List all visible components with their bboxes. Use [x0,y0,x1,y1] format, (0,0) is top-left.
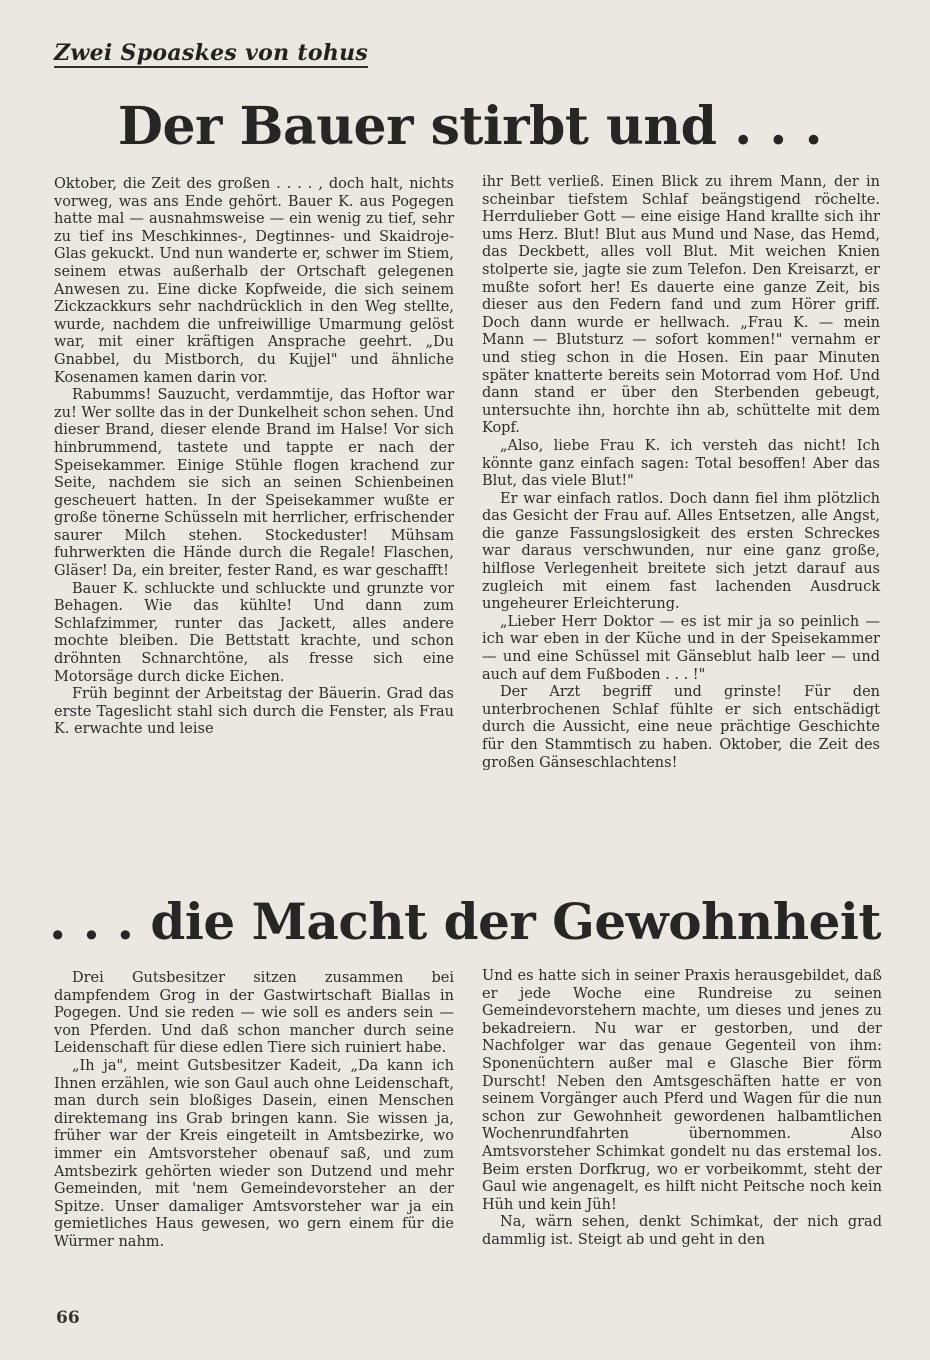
story2-column-right [482,968,882,1250]
story1-column-left [54,176,454,739]
story1-paragraph: Früh beginnt der Arbeitstag der Bäuerin. Grad das erste Tageslicht stahl sich durch die Fenster, als Frau K. erwachte und leise [54,686,454,738]
story1-paragraph: „Lieber Herr Doktor — es ist mir ja so peinlich — ich war eben in der Küche und in der Speisekammer — und eine Schüssel mit Gänseblut halb leer — und auch auf dem Fußboden . . . !" [482,613,880,683]
story2-column-left [54,970,454,1252]
story1-column-right [482,174,880,772]
story1-paragraph: Oktober, die Zeit des großen . . . . , doch halt, nichts vorweg, was ans Ende gehört. Bauer K. aus Pogegen hatte mal — ausnahmsweise — ein wenig zu tief, sehr zu tief ins Meschkinnes-, Degtinnes- und Skaidroje-Glas gekuckt. Und nun wanderte er, schwer im Stiem, seinem etwas außerhalb der Ortschaft gelegenen Anwesen zu. Eine dicke Kopfweide, die sich seinem Zickzackkurs sehr nachdrücklich in den Weg stellte, wurde, nachdem die unfreiwillige Umarmung gelöst war, mit einer kräftigen Ansprache geehrt. „Du Gnabbel, du Mistborch, du Kujjel" und ähnliche Kosenamen kamen darin vor. [54,176,454,386]
story2-paragraph: Na, wärn sehen, denkt Schimkat, der nich grad dammlig ist. Steigt ab und geht in den [482,1214,882,1248]
story2-paragraph: Drei Gutsbesitzer sitzen zusammen bei dampfendem Grog in der Gastwirtschaft Biallas in Pogegen. Und sie reden — wie soll es anders sein — von Pferden. Und daß schon mancher durch seine Leidenschaft für diese edlen Tiere sich ruiniert habe. [54,970,454,1057]
story1-headline: Der Bauer stirbt und . . . [117,96,823,157]
story1-paragraph: ihr Bett verließ. Einen Blick zu ihrem Mann, der in scheinbar tiefstem Schlaf beängstigend röchelte. Herrdulieber Gott — eine eisige Hand krallte sich ihr ums Herz. Blut! Blut aus Mund und Nase, das Hemd, das Deckbett, alles voll Blut. Mit weichen Knien stolperte sie, jagte sie zum Telefon. Den Kreisarzt, er mußte sofort her! Es dauerte eine ganze Zeit, bis dieser aus den Federn fand und zum Hörer griff. Doch dann wurde er hellwach. „Frau K. — mein Mann — Blutsturz — sofort kommen!" vernahm er und stieg schon in die Hosen. Ein paar Minuten später knatterte bereits sein Motorrad vom Hof. Und dann stand er über den Sterbenden gebeugt, untersuchte ihn, horchte ihn ab, schüttelte mit dem Kopf. [482,174,880,437]
series-title: Zwei Spoaskes von tohus [54,40,369,66]
page-number: 66 [56,1308,80,1328]
story2-paragraph: Und es hatte sich in seiner Praxis herausgebildet, daß er jede Woche eine Rundreise zu seinen Gemeindevorstehern machte, um dieses und jenes zu bekadreiern. Nu war er gestorben, und der Nachfolger war das genaue Gegenteil von ihm: Sponenüchtern außer mal e Glasche Bier förm Durscht! Neben den Amtsgeschäften hatte er von seinem Vorgänger auch Pferd und Wagen für die nun schon zur Gewohnheit gewordenen halbamtlichen Wochenrundfahrten übernommen. Also Amtsvorsteher Schimkat gondelt nu das erstemal los. Beim ersten Dorfkrug, wo er vorbeikommt, steht der Gaul wie angenagelt, es hilft nicht Peitsche noch kein Hüh und kein Jüh! [482,968,882,1213]
story1-paragraph: „Also, liebe Frau K. ich versteh das nicht! Ich könnte ganz einfach sagen: Total besoffen! Aber das Blut, das viele Blut!" [482,437,880,490]
story2-headline: . . . die Macht der Gewohnheit [48,892,882,951]
story2-paragraph: „Ih ja", meint Gutsbesitzer Kadeit, „Da kann ich Ihnen erzählen, wie son Gaul auch ohne Leidenschaft, man durch sein bloßiges Dasein, einen Menschen direktemang ins Grab bringen kann. Sie wissen ja, früher war der Kreis eingeteilt in Amtsbezirke, wo immer ein Amtsvorsteher obenauf saß, und zum Amtsbezirk gehörten wieder son Dutzend und mehr Gemeinden, mit 'nem Gemeindevorsteher an der Spitze. Unser damaliger Amtsvorsteher war ja ein gemietliches Haus gewesen, wo gern einem für die Würmer nahm. [54,1057,454,1250]
story1-paragraph: Er war einfach ratlos. Doch dann fiel ihm plötzlich das Gesicht der Frau auf. Alles Entsetzen, alle Angst, die ganze Fassungslosigkeit des ersten Schreckes war daraus verschwunden, nur eine ganz große, hilflose Verlegenheit breitete sich jetzt darauf aus zugleich mit einem fast lachenden Ausdruck ungeheurer Erleichterung. [482,490,880,613]
story1-paragraph: Der Arzt begriff und grinste! Für den unterbrochenen Schlaf fühlte er sich entschädigt durch die Aussicht, eine neue prächtige Geschichte für den Stammtisch zu haben. Oktober, die Zeit des großen Gänseschlachtens! [482,684,880,771]
story1-paragraph: Rabumms! Sauzucht, verdammtije, das Hoftor war zu! Wer sollte das in der Dunkelheit schon sehen. Und dieser Brand, dieser elende Brand im Halse! Vor sich hinbrummend, tastete und tappte er nach der Speisekammer. Einige Stühle flogen krachend zur Seite, nachdem sie sich an seinen Schienbeinen gescheuert hatten. In der Speisekammer wußte er große tönerne Schüsseln mit herrlicher, erfrischender saurer Milch stehen. Stockeduster! Mühsam fuhrwerkten die Hände durch die Regale! Flaschen, Gläser! Da, ein breiter, fester Rand, es war geschafft! [54,387,454,580]
story1-paragraph: Bauer K. schluckte und schluckte und grunzte vor Behagen. Wie das kühlte! Und dann zum Schlafzimmer, runter das Jackett, alles andere mochte bleiben. Die Bettstatt krachte, und schon dröhnten Schnarchtöne, als fresse sich eine Motorsäge durch dicke Eichen. [54,580,454,685]
